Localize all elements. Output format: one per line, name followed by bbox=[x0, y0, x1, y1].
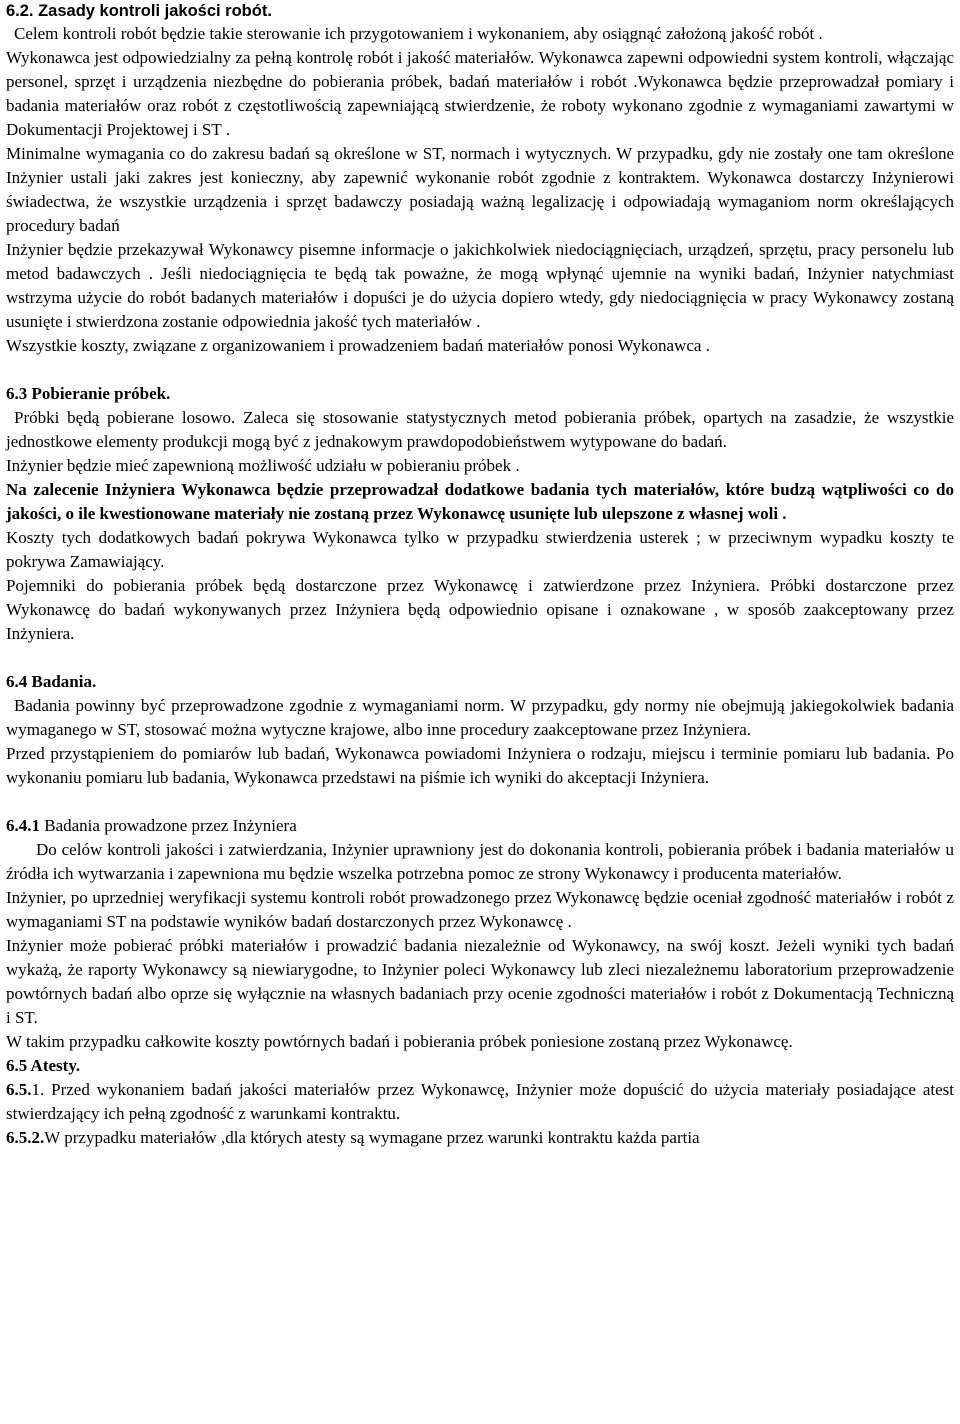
section-6-4-1-paragraph-2: Inżynier, po uprzedniej weryfikacji systemu kontroli robót prowadzonego przez Wykonawcę będzie oceniał zgodność materiałów i robót z wymaganiami ST na podstawie wyników badań dostarczonych przez Wykonawcę . bbox=[6, 888, 954, 931]
section-6-5-title: 6.5 Atesty. bbox=[6, 1056, 81, 1075]
section-6-5-1-text: 1. Przed wykonaniem badań jakości materiałów przez Wykonawcę, Inżynier może dopuścić do użycia materiały posiadające atest stwierdzający ich pełną zgodność z warunkami kontraktu. bbox=[6, 1080, 954, 1123]
section-6-3-title: 6.3 Pobieranie próbek. bbox=[6, 384, 171, 403]
section-6-4-1-number: 6.4.1 bbox=[6, 816, 40, 835]
section-6-5-1-number: 6.5. bbox=[6, 1080, 32, 1099]
section-6-3-paragraph-4: Koszty tych dodatkowych badań pokrywa Wykonawca tylko w przypadku stwierdzenia usterek ; w przeciwnym wypadku koszty te pokrywa Zamawiający. bbox=[6, 528, 954, 571]
section-6-5-2-paragraph bbox=[6, 1126, 954, 1150]
section-6-2-paragraph-1: Celem kontroli robót będzie takie sterowanie ich przygotowaniem i wykonaniem, aby osiągnąć założoną jakość robót . bbox=[14, 24, 823, 43]
section-6-4-1-paragraph-1: Do celów kontroli jakości i zatwierdzania, Inżynier uprawniony jest do dokonania kontroli, pobierania próbek i badania materiałów u źródła ich wytwarzania i zapewniona mu będzie wszelka potrzebna pomoc ze strony Wykonawcy i producenta materiałów. bbox=[6, 840, 954, 883]
section-6-4-paragraph-1: Badania powinny być przeprowadzone zgodnie z wymaganiami norm. W przypadku, gdy normy nie obejmują jakiegokolwiek badania wymaganego w ST, stosować można wytyczne krajowe, albo inne procedury zaakceptowane przez Inżyniera. bbox=[6, 696, 954, 739]
section-6-2-paragraph-5: Wszystkie koszty, związane z organizowaniem i prowadzeniem badań materiałów ponosi Wykonawca . bbox=[6, 336, 710, 355]
section-6-3-paragraph-3: Na zalecenie Inżyniera Wykonawca będzie przeprowadzał dodatkowe badania tych materiałów, które budzą wątpliwości co do jakości, o ile kwestionowane materiały nie zostaną przez Wykonawcę usunięte lub ulepszone z własnej woli . bbox=[6, 480, 954, 523]
section-6-5-2-number: 6.5.2. bbox=[6, 1128, 45, 1147]
section-6-3-paragraph-5: Pojemniki do pobierania próbek będą dostarczone przez Wykonawcę i zatwierdzone przez Inżyniera. Próbki dostarczone przez Wykonawcę do badań wykonywanych przez Inżyniera będą odpowiednio opisane i oznakowane , w sposób zaakceptowany przez Inżyniera. bbox=[6, 576, 954, 643]
section-6-4-1-heading-text: Badania prowadzone przez Inżyniera bbox=[44, 816, 297, 835]
section-6-5-1-paragraph bbox=[6, 1078, 954, 1126]
section-6-4-1-paragraph-4: W takim przypadku całkowite koszty powtórnych badań i pobierania próbek poniesione zostaną przez Wykonawcę. bbox=[6, 1032, 793, 1051]
spacer bbox=[6, 358, 954, 382]
section-6-2-paragraph-3: Minimalne wymagania co do zakresu badań są określone w ST, normach i wytycznych. W przypadku, gdy nie zostały one tam określone Inżynier ustali jaki zakres jest konieczny, aby zapewnić wykonanie robót zgodnie z kontraktem. Wykonawca dostarczy Inżynierowi świadectwa, że wszystkie urządzenia i sprzęt badawczy posiadają ważną legalizację i odpowiadają wymaganiom norm określających procedury badań bbox=[6, 144, 954, 235]
document-page bbox=[6, 0, 954, 1150]
section-6-3-paragraph-1: Próbki będą pobierane losowo. Zaleca się stosowanie statystycznych metod pobierania próbek, opartych na zasadzie, że wszystkie jednostkowe elementy produkcji mogą być z jednakowym prawdopodobieństwem wytypowane do badań. bbox=[6, 408, 954, 451]
section-6-2-paragraph-2: Wykonawca jest odpowiedzialny za pełną kontrolę robót i jakość materiałów. Wykonawca zapewni odpowiedni system kontroli, włączając personel, sprzęt i urządzenia niezbędne do pobierania próbek, badań materiałów i robót .Wykonawca będzie przeprowadzał pomiary i badania materiałów oraz robót z częstotliwością zapewniającą stwierdzenie, że roboty wykonano zgodnie z wymaganiami zawartymi w Dokumentacji Projektowej i ST . bbox=[6, 48, 954, 139]
section-6-4-title: 6.4 Badania. bbox=[6, 672, 97, 691]
section-6-3-paragraph-2: Inżynier będzie mieć zapewnioną możliwość udziału w pobieraniu próbek . bbox=[6, 456, 520, 475]
section-6-2-title: 6.2. Zasady kontroli jakości robót. bbox=[6, 2, 272, 20]
section-6-4-paragraph-2: Przed przystąpieniem do pomiarów lub badań, Wykonawca powiadomi Inżyniera o rodzaju, miejscu i terminie pomiaru lub badania. Po wykonaniu pomiaru lub badania, Wykonawca przedstawi na piśmie ich wyniki do akceptacji Inżyniera. bbox=[6, 744, 954, 787]
spacer bbox=[6, 646, 954, 670]
section-6-2-paragraph-4: Inżynier będzie przekazywał Wykonawcy pisemne informacje o jakichkolwiek niedociągnięciach, urządzeń, sprzętu, pracy personelu lub metod badawczych . Jeśli niedociągnięcia te będą tak poważne, że mogą wpłynąć ujemnie na wyniki badań, Inżynier natychmiast wstrzyma użycie do robót badanych materiałów i dopuści je do użycia dopiero wtedy, gdy niedociągnięcia w pracy Wykonawcy zostaną usunięte i stwierdzona zostanie odpowiednia jakość tych materiałów . bbox=[6, 240, 954, 331]
section-6-4-1-paragraph-3: Inżynier może pobierać próbki materiałów i prowadzić badania niezależnie od Wykonawcy, na swój koszt. Jeżeli wyniki tych badań wykażą, że raporty Wykonawcy są niewiarygodne, to Inżynier poleci Wykonawcy lub zleci niezależnemu laboratorium przeprowadzenie powtórnych badań albo oprze się wyłącznie na własnych badaniach przy ocenie zgodności materiałów i robót z Dokumentacją Techniczną i ST. bbox=[6, 936, 954, 1027]
section-6-4-1-title bbox=[6, 814, 954, 838]
section-6-5-2-text: W przypadku materiałów ,dla których atesty są wymagane przez warunki kontraktu każda partia bbox=[44, 1128, 700, 1147]
spacer bbox=[6, 790, 954, 814]
